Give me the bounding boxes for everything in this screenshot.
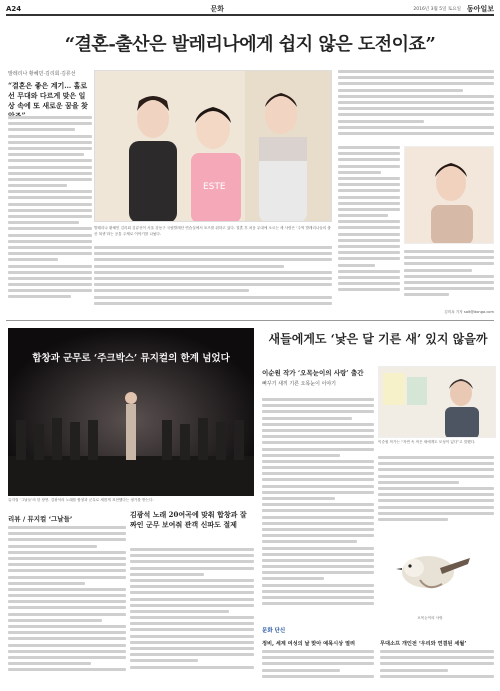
lead-photo-caption: 발레리나 황혜민 김리회 김류선이 서울 강동구 국립발레단 연습실에서 포즈를 취하고 있다. 결혼 후 처음 무대에 오르는 세 사람은 ‘주역 발레리나들의 출산 복귀’라는 공통 주제로 이야기를 나눴다. (94, 226, 331, 236)
book-cover-illustration (380, 538, 480, 614)
lead-headline: “결혼-출산은 발레리나에게 쉽지 않은 도전이죠” (64, 34, 436, 55)
interview-deck (262, 368, 372, 387)
interview-sub-line: 뻐꾸기 새끼 기른 오목눈이 이야기 (262, 381, 336, 387)
issue-date: 2016년 3월 5일 토요일 (413, 7, 461, 12)
page-number: A24 (6, 5, 22, 13)
section-divider (6, 320, 494, 321)
interview-name-line: 이순원 작가 ‘오목눈이의 사랑’ 출간 (262, 369, 364, 377)
musical-photo-caption: 뮤지컬 ‘그날들’의 한 장면. 김광석의 노래를 합창과 군무로 새롭게 표현했다는 평가를 받는다. (8, 498, 154, 502)
brief-item-2: 무대소프 개인전 ‘우리와 연결된 세월’ (380, 641, 467, 647)
page-header (6, 4, 494, 16)
brief-body-2 (380, 650, 494, 686)
brief-body-1 (262, 650, 374, 686)
lead-byline: 발레리나 황혜민·김리회·김류선 (8, 71, 76, 77)
briefs-label: 문화 단신 (262, 628, 286, 634)
musical-body-left (8, 526, 126, 684)
lead-body-narrow-column (338, 146, 400, 306)
interview-body-right (378, 456, 494, 536)
lead-body-bottom-right (404, 250, 494, 308)
lead-deck-text: “결혼은 좋은 계기… 홀로 선 무대와 다르게 맞은 일상 속에 또 새로운 꿈을 찾 (8, 81, 88, 110)
musical-body-right (130, 548, 254, 684)
musical-headline: 합창과 군무로 ‘주크박스’ 뮤지컬의 한계 넘었다 (32, 353, 230, 364)
dancers-illustration (95, 71, 332, 222)
lead-deck (8, 70, 90, 121)
review-label: 리뷰 / 뮤지컬 ‘그날들’ (8, 515, 73, 523)
author-photo-caption: 이순원 작가는 “자연 속 작은 새에게도 모성이 있다”고 말했다. (378, 440, 476, 444)
section-name: 문화 (210, 5, 225, 13)
brief-item-1: 정비, 세계 여성의 날 맞아 예목시상 열려 (262, 641, 355, 647)
musical-stage-photo (8, 328, 254, 496)
lead-body-column-left (8, 116, 92, 316)
musical-subdeck: 김광석 노래 20여곡에 맞춰 합창과 잘 짜인 군무 보여줘 관객 신파도 절제 (130, 510, 247, 529)
lead-photo-credit: 김미옥 기자 salt@donga.com (444, 310, 494, 314)
author-photo (378, 366, 496, 438)
lead-body-column-right (338, 70, 494, 140)
shirt-print: ESTE (203, 182, 226, 192)
lead-body-under-photo (94, 246, 332, 310)
publication-name: 동아일보 (466, 4, 494, 13)
interview-body-left (262, 398, 374, 618)
interview-headline: 새들에게도 ‘낯은 달 기른 새’ 있지 않을까 (268, 332, 488, 346)
secondary-portrait-photo (404, 146, 494, 244)
lead-photo (94, 70, 332, 222)
book-title-caption: 오목눈이의 사랑 (417, 616, 443, 620)
